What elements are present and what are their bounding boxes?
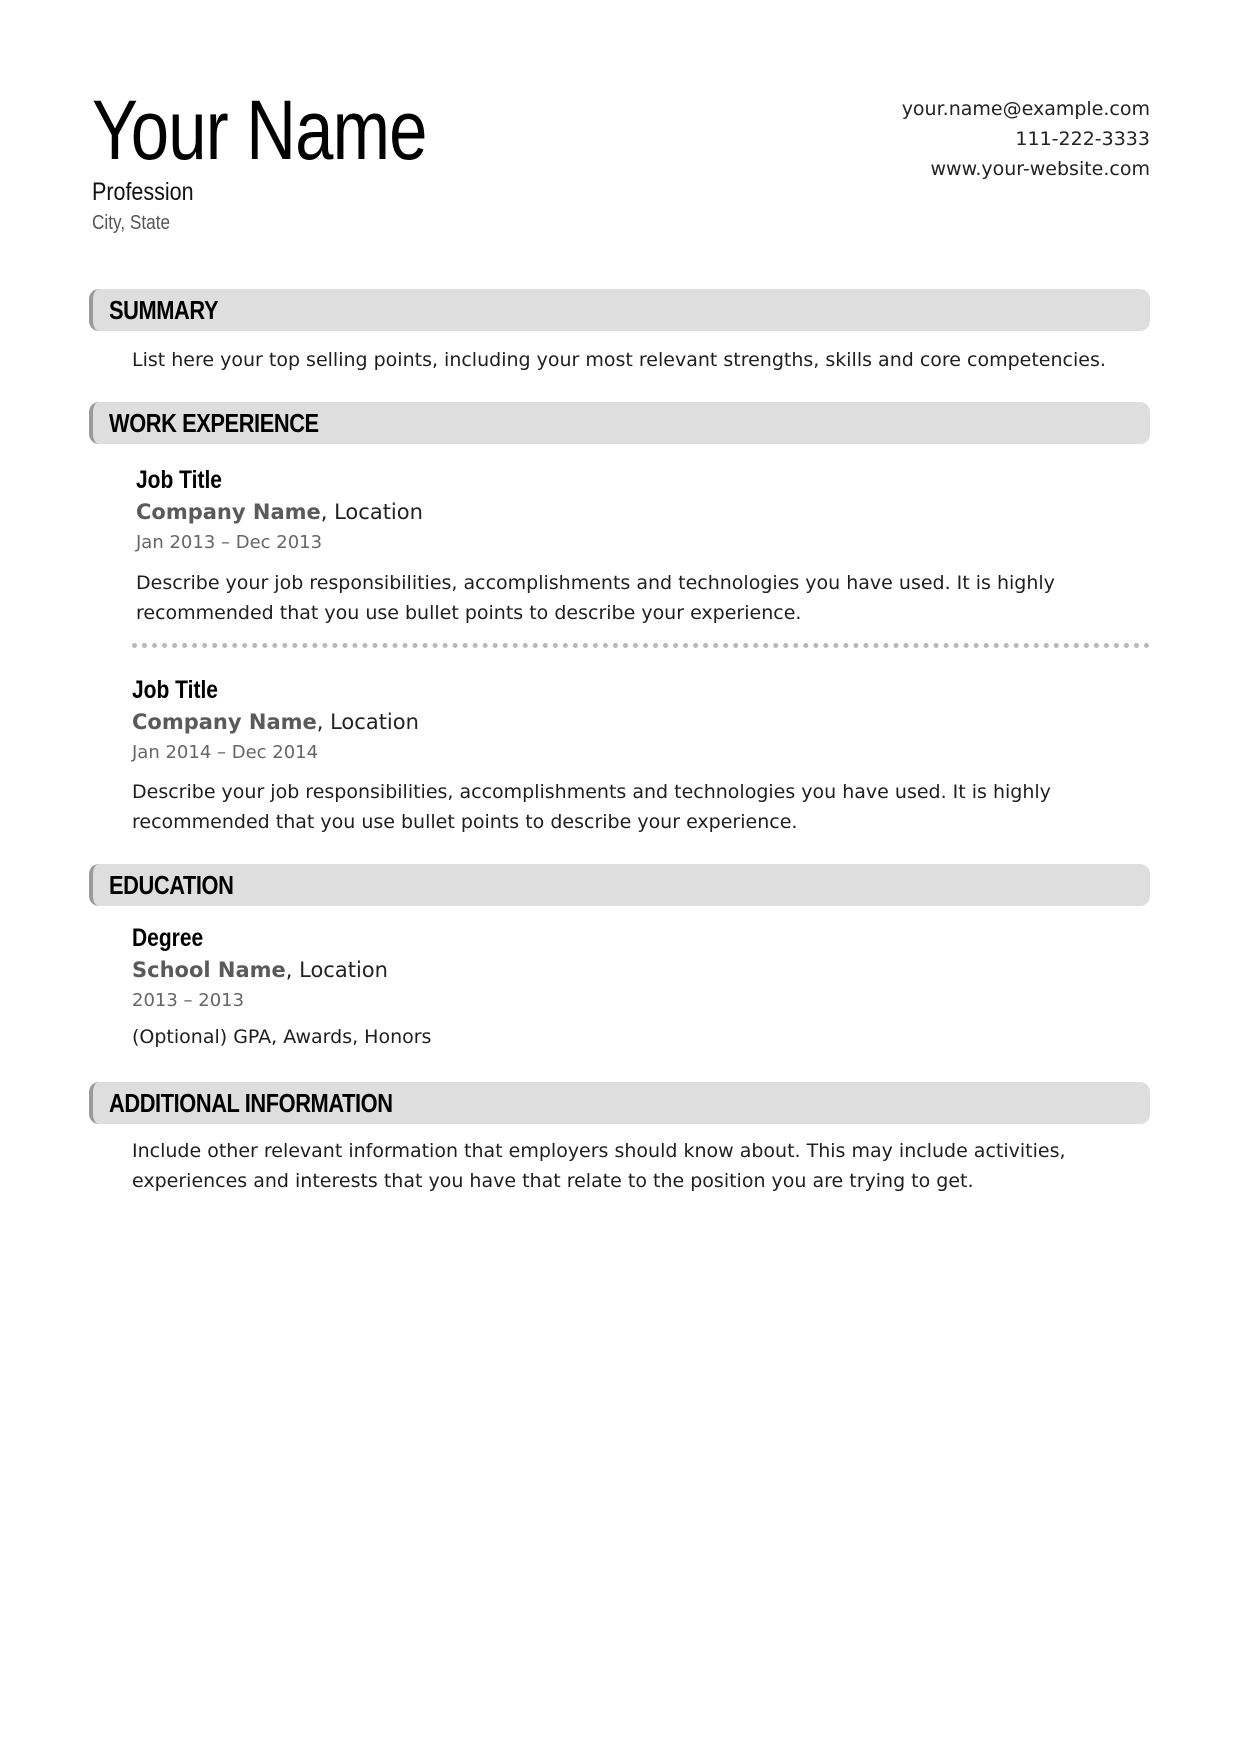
job-dates: Jan 2013 – Dec 2013 [136, 532, 323, 553]
additional-information-text: Include other relevant information that employers should know about. This may include activities, experiences and interests that you have that relate to the position you are trying to get. [132, 1140, 1066, 1192]
job-title: Job Title [132, 676, 218, 704]
education-dates: 2013 – 2013 [132, 990, 245, 1011]
job-dates: Jan 2014 – Dec 2014 [132, 742, 319, 763]
job-title: Job Title [136, 466, 222, 494]
education-section-title: EDUCATION [109, 870, 234, 900]
summary-section-title: SUMMARY [109, 295, 219, 325]
company-location: , Location [320, 500, 423, 524]
resume-header [92, 82, 1150, 242]
degree: Degree [132, 924, 204, 952]
profession: Profession [92, 178, 194, 206]
additional-information-section-title: ADDITIONAL INFORMATION [109, 1088, 393, 1118]
summary-section-header [89, 289, 1150, 331]
email: your.name@example.com [901, 98, 1150, 120]
company-name: Company Name [136, 500, 321, 524]
education-notes: (Optional) GPA, Awards, Honors [132, 1026, 432, 1048]
company-name: Company Name [132, 710, 317, 734]
work-experience-section-header [89, 402, 1150, 444]
school-location: , Location [285, 958, 388, 982]
company-line [132, 710, 419, 734]
additional-information-section-header [89, 1082, 1150, 1124]
entry-divider [132, 643, 1150, 648]
job-description: Describe your job responsibilities, accomplishments and technologies you have used. It is highly recommended that you use bullet points to describe your experience. [136, 572, 1055, 624]
candidate-name: Your Name [92, 83, 427, 177]
website: www.your-website.com [930, 158, 1150, 180]
school-line [132, 958, 388, 982]
city-state: City, State [92, 212, 171, 234]
education-section-header [89, 864, 1150, 906]
work-experience-section-title: WORK EXPERIENCE [109, 408, 319, 438]
contact-info [902, 94, 1150, 184]
company-line [136, 500, 423, 524]
school-name: School Name [132, 958, 286, 982]
company-location: , Location [316, 710, 419, 734]
job-description: Describe your job responsibilities, accomplishments and technologies you have used. It is highly recommended that you use bullet points to describe your experience. [132, 781, 1051, 833]
phone: 111-222-3333 [1015, 128, 1150, 150]
summary-text: List here your top selling points, including your most relevant strengths, skills and core competencies. [132, 349, 1106, 371]
